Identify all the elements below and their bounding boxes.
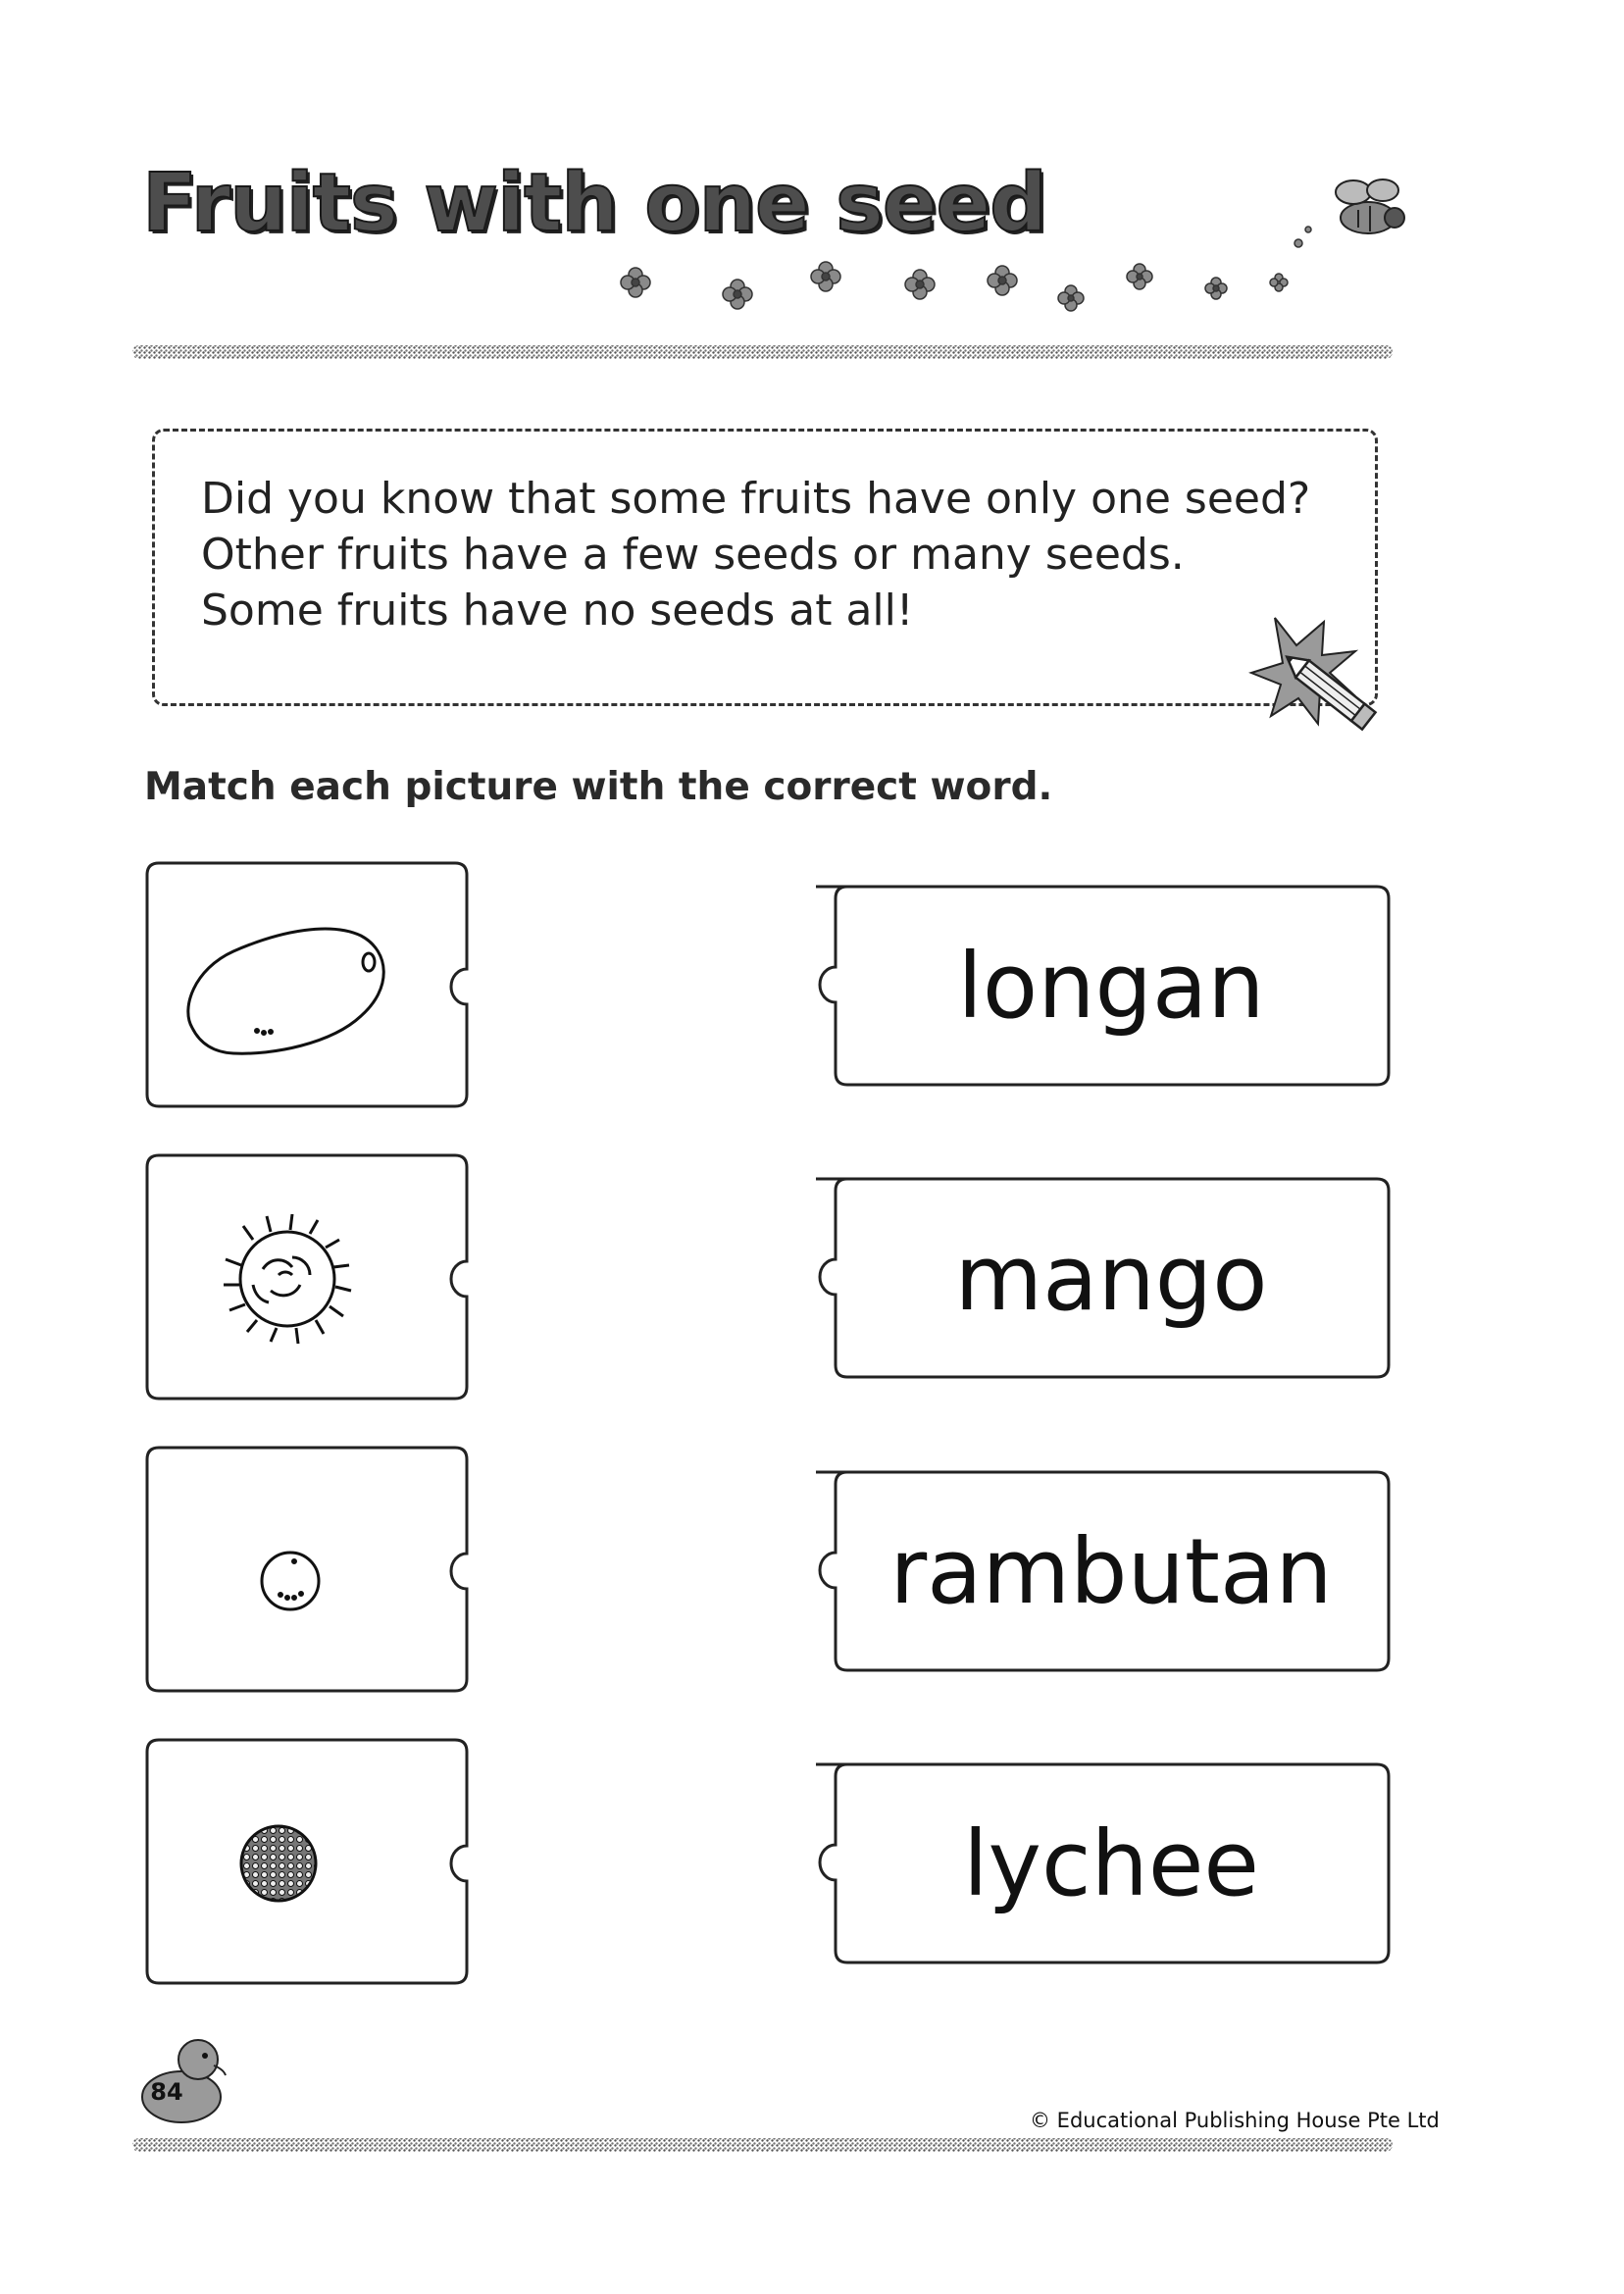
- top-divider: [132, 345, 1393, 359]
- word-rambutan: rambutan: [889, 1519, 1333, 1624]
- instruction-text: Match each picture with the correct word.: [144, 765, 1053, 809]
- word-mango: mango: [954, 1226, 1268, 1331]
- info-line: Did you know that some fruits have only one seed?: [201, 474, 1311, 524]
- picture-card[interactable]: [145, 861, 469, 1108]
- page-number: 84: [150, 2078, 183, 2106]
- copyright-text: © Educational Publishing House Pte Ltd: [1030, 2109, 1440, 2132]
- flower-trail-decoration: [608, 167, 1412, 324]
- picture-card[interactable]: [145, 1446, 469, 1693]
- pencil-icon: [1245, 608, 1393, 745]
- word-longan: longan: [957, 934, 1265, 1039]
- lychee-icon: [241, 1826, 316, 1901]
- page-title: Fruits with one seed: [142, 157, 1046, 250]
- info-text: [201, 471, 1310, 638]
- word-lychee: lychee: [962, 1811, 1260, 1916]
- info-line: Some fruits have no seeds at all!: [201, 586, 914, 636]
- bottom-divider: [132, 2138, 1393, 2152]
- info-line: Other fruits have a few seeds or many seeds.: [201, 530, 1185, 580]
- bee-icon: [1336, 179, 1404, 233]
- picture-card[interactable]: [145, 1153, 469, 1401]
- picture-card[interactable]: [145, 1738, 469, 1985]
